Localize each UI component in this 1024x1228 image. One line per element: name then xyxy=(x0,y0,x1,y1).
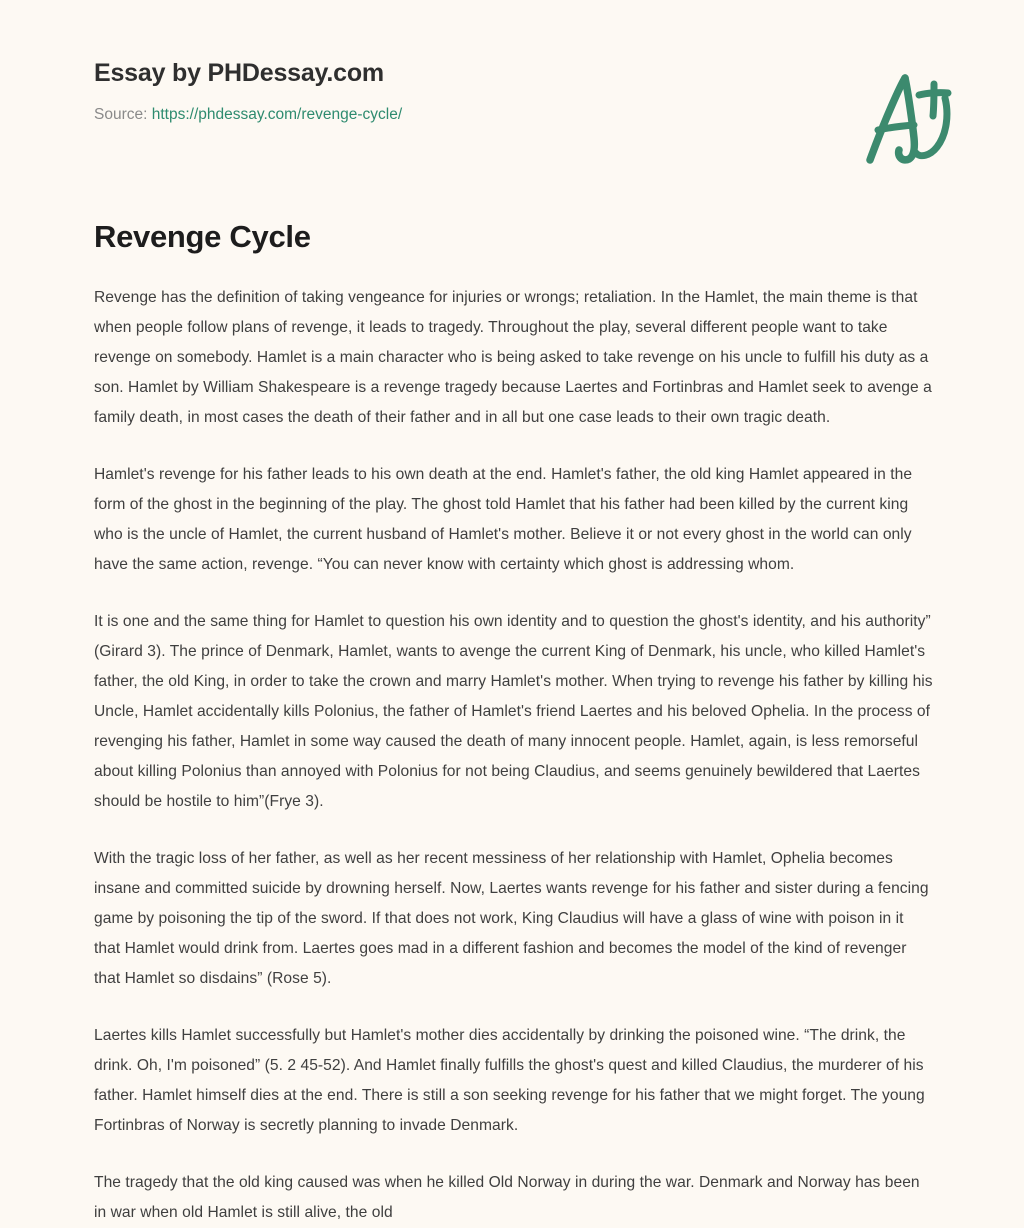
a-plus-logo-icon xyxy=(850,62,960,172)
paragraph: With the tragic loss of her father, as well as her recent messiness of her relationship with Hamlet, Ophelia becomes insane and committed suicide by drowning herself. Now, Laertes wants revenge for his father and sister during a fencing game by poisoning the tip of the sword. If that does not work, King Claudius will have a glass of wine with poison in it that Hamlet would drink from. Laertes goes mad in a different fashion and becomes the model of the kind of revenger that Hamlet so disdains” (Rose 5). xyxy=(94,850,929,987)
essay-body xyxy=(94,283,934,1228)
document-header xyxy=(94,58,934,125)
source-url-link[interactable]: https://phdessay.com/revenge-cycle/ xyxy=(151,106,403,123)
source-line xyxy=(94,105,934,125)
brand-title: Essay by PHDessay.com xyxy=(94,59,384,87)
paragraph: The tragedy that the old king caused was when he killed Old Norway in during the war. Denmark and Norway has been in war when old Hamlet is still alive, the old xyxy=(94,1174,920,1221)
page-title: Revenge Cycle xyxy=(94,219,311,254)
paragraph: It is one and the same thing for Hamlet to question his own identity and to question the ghost's identity, and his authority” (Girard 3). The prince of Denmark, Hamlet, wants to avenge the current King of Denmark, his uncle, who killed Hamlet's father, the old King, in order to take the crown and marry Hamlet's mother. When trying to revenge his father by killing his Uncle, Hamlet accidentally kills Polonius, the father of Hamlet's friend Laertes and his beloved Ophelia. In the process of revenging his father, Hamlet in some way caused the death of many innocent people. Hamlet, again, is less remorseful about killing Polonius than annoyed with Polonius for not being Claudius, and seems genuinely bewildered that Laertes should be hostile to him”(Frye 3). xyxy=(94,613,933,810)
paragraph: Revenge has the definition of taking vengeance for injuries or wrongs; retaliation. In the Hamlet, the main theme is that when people follow plans of revenge, it leads to tragedy. Throughout the play, several different people want to take revenge on somebody. Hamlet is a main character who is being asked to take revenge on his uncle to fulfill his duty as a son. Hamlet by William Shakespeare is a revenge tragedy because Laertes and Fortinbras and Hamlet seek to avenge a family death, in most cases the death of their father and in all but one case leads to their own tragic death. xyxy=(94,289,932,426)
paragraph: Laertes kills Hamlet successfully but Hamlet's mother dies accidentally by drinking the poisoned wine. “The drink, the drink. Oh, I'm poisoned” (5. 2 45-52). And Hamlet finally fulfills the ghost's quest and killed Claudius, the murderer of his father. Hamlet himself dies at the end. There is still a son seeking revenge for his father that we might forget. The young Fortinbras of Norway is secretly planning to invade Denmark. xyxy=(94,1027,925,1134)
source-label: Source: xyxy=(94,106,148,123)
paragraph: Hamlet's revenge for his father leads to his own death at the end. Hamlet's father, the old king Hamlet appeared in the form of the ghost in the beginning of the play. The ghost told Hamlet that his father had been killed by the current king who is the uncle of Hamlet, the current husband of Hamlet's mother. Believe it or not every ghost in the world can only have the same action, revenge. “You can never know with certainty which ghost is addressing whom. xyxy=(94,466,913,573)
